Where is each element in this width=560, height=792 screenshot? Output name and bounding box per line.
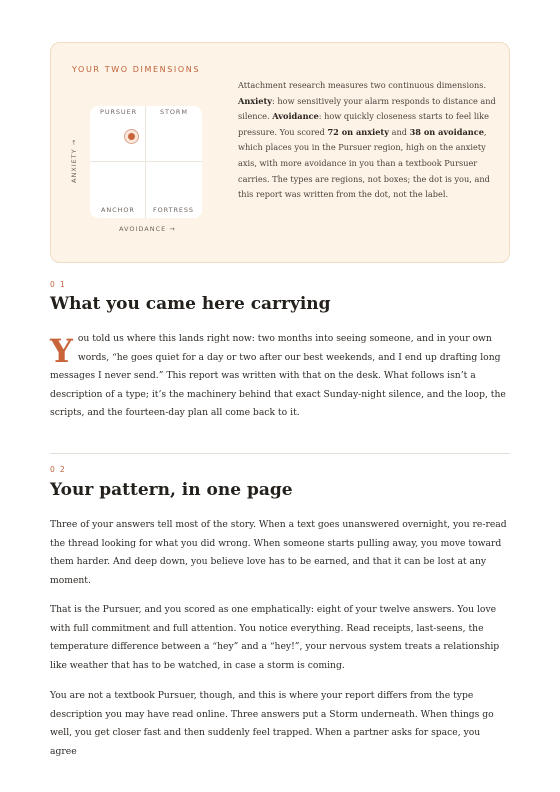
- section-number-2: 0 2: [50, 465, 67, 474]
- dimensions-explanation: Attachment research measures two continuous dimensions. Anxiety: how sensitively your alarm responds to distance and silence. Avoidance: how quickly closeness starts to feel like pressure. You scored 72 on anxiety and 38 on avoidance, which places you in the Pursuer region, high on the anxiety axis, with more avoidance in you than a textbook Pursuer carries. The types are regions, not boxes; the dot is you, and this report was written from the dot, not the label.: [238, 80, 496, 200]
- section-title-1: What you came here carrying: [50, 294, 331, 314]
- section-2-paragraph-1: Three of your answers tell most of the story. When a text goes unanswered overnight, you re-read the thread looking for what you did wrong. When someone starts pulling away, you move toward them harder. And deep down, you believe love has to be earned, and that it can be lost at any moment.: [50, 519, 507, 586]
- avoidance-score: 38 on avoidance: [409, 126, 484, 137]
- grid-horizontal-divider: [90, 161, 202, 162]
- section-title-2: Your pattern, in one page: [50, 480, 293, 500]
- avoidance-term: Avoidance: [272, 111, 319, 122]
- anxiety-term: Anxiety: [238, 95, 273, 106]
- quadrant-label-anchor: ANCHOR: [101, 206, 135, 214]
- anxiety-score: 72 on anxiety: [327, 126, 389, 137]
- section-number-1: 0 1: [50, 280, 67, 289]
- anxiety-axis-label: ANXIETY →: [70, 138, 78, 183]
- grid-vertical-divider: [145, 106, 146, 218]
- dimensions-card: [50, 42, 510, 263]
- drop-cap: Y: [50, 332, 73, 370]
- quadrant-label-fortress: FORTRESS: [153, 206, 194, 214]
- section-1-paragraph: You told us where this lands right now: two months into seeing someone, and in your own words, “he goes quiet for a day or two after our best weekends, and I end up drafting long messages I never send.” This report was written with that on the desk. What follows isn’t a description of a type; it’s the machinery behind that exact Sunday-night silence, and the loop, the scripts, and the fourteen-day plan all come back to it.: [50, 332, 506, 419]
- section-2-paragraph-3: You are not a textbook Pursuer, though, and this is where your report differs from the type description you may have read online. Three answers put a Storm underneath. When things go well, you get closer fast and then suddenly feel trapped. When a partner asks for space, you agree: [50, 690, 494, 757]
- card-eyebrow: YOUR TWO DIMENSIONS: [72, 65, 200, 74]
- section-2-paragraph-2: That is the Pursuer, and you scored as one emphatically: eight of your twelve answers. You love with full commitment and full attention. You notice everything. Read receipts, last-seens, the temperature difference between a “hey” and a “hey!”, your nervous system treats a relationship like weather that has to be watched, in case a storm is coming.: [50, 604, 500, 671]
- quadrant-label-storm: STORM: [160, 108, 188, 116]
- quadrant-label-pursuer: PURSUER: [100, 108, 138, 116]
- avoidance-axis-label: AVOIDANCE →: [119, 225, 176, 233]
- section-divider: [50, 453, 510, 454]
- user-position-dot-core: [128, 133, 135, 140]
- user-position-dot: [124, 129, 139, 144]
- attachment-quadrant-grid: [90, 106, 202, 218]
